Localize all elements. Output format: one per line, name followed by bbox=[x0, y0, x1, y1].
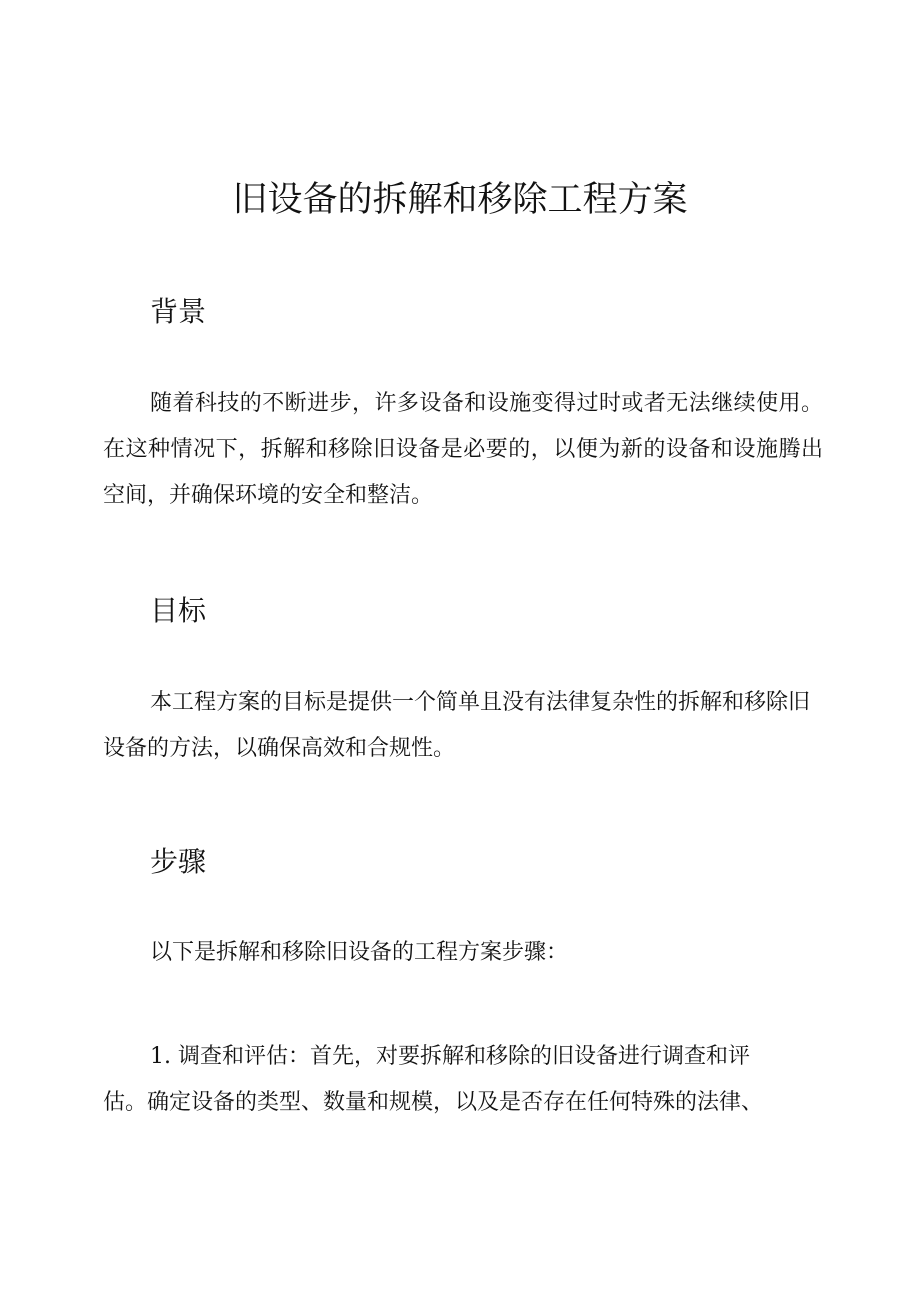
goal-paragraph: 本工程方案的目标是提供一个简单且没有法律复杂性的拆解和移除旧设备的方法，以确保高效和合规性。 bbox=[103, 690, 811, 761]
step-1-paragraph: 1. 调查和评估：首先，对要拆解和移除的旧设备进行调查和评估。确定设备的类型、数量和规模，以及是否存在任何特殊的法律、 bbox=[103, 1044, 764, 1115]
background-paragraph: 随着科技的不断进步，许多设备和设施变得过时或者无法继续使用。在这种情况下，拆解和移除旧设备是必要的，以便为新的设备和设施腾出空间，并确保环境的安全和整洁。 bbox=[103, 391, 823, 508]
document-title: 旧设备的拆解和移除工程方案 bbox=[232, 180, 688, 220]
steps-intro-paragraph: 以下是拆解和移除旧设备的工程方案步骤： bbox=[150, 940, 569, 965]
section-heading-steps: 步骤 bbox=[150, 845, 207, 878]
section-heading-goal: 目标 bbox=[150, 594, 207, 627]
section-heading-background: 背景 bbox=[150, 295, 207, 328]
